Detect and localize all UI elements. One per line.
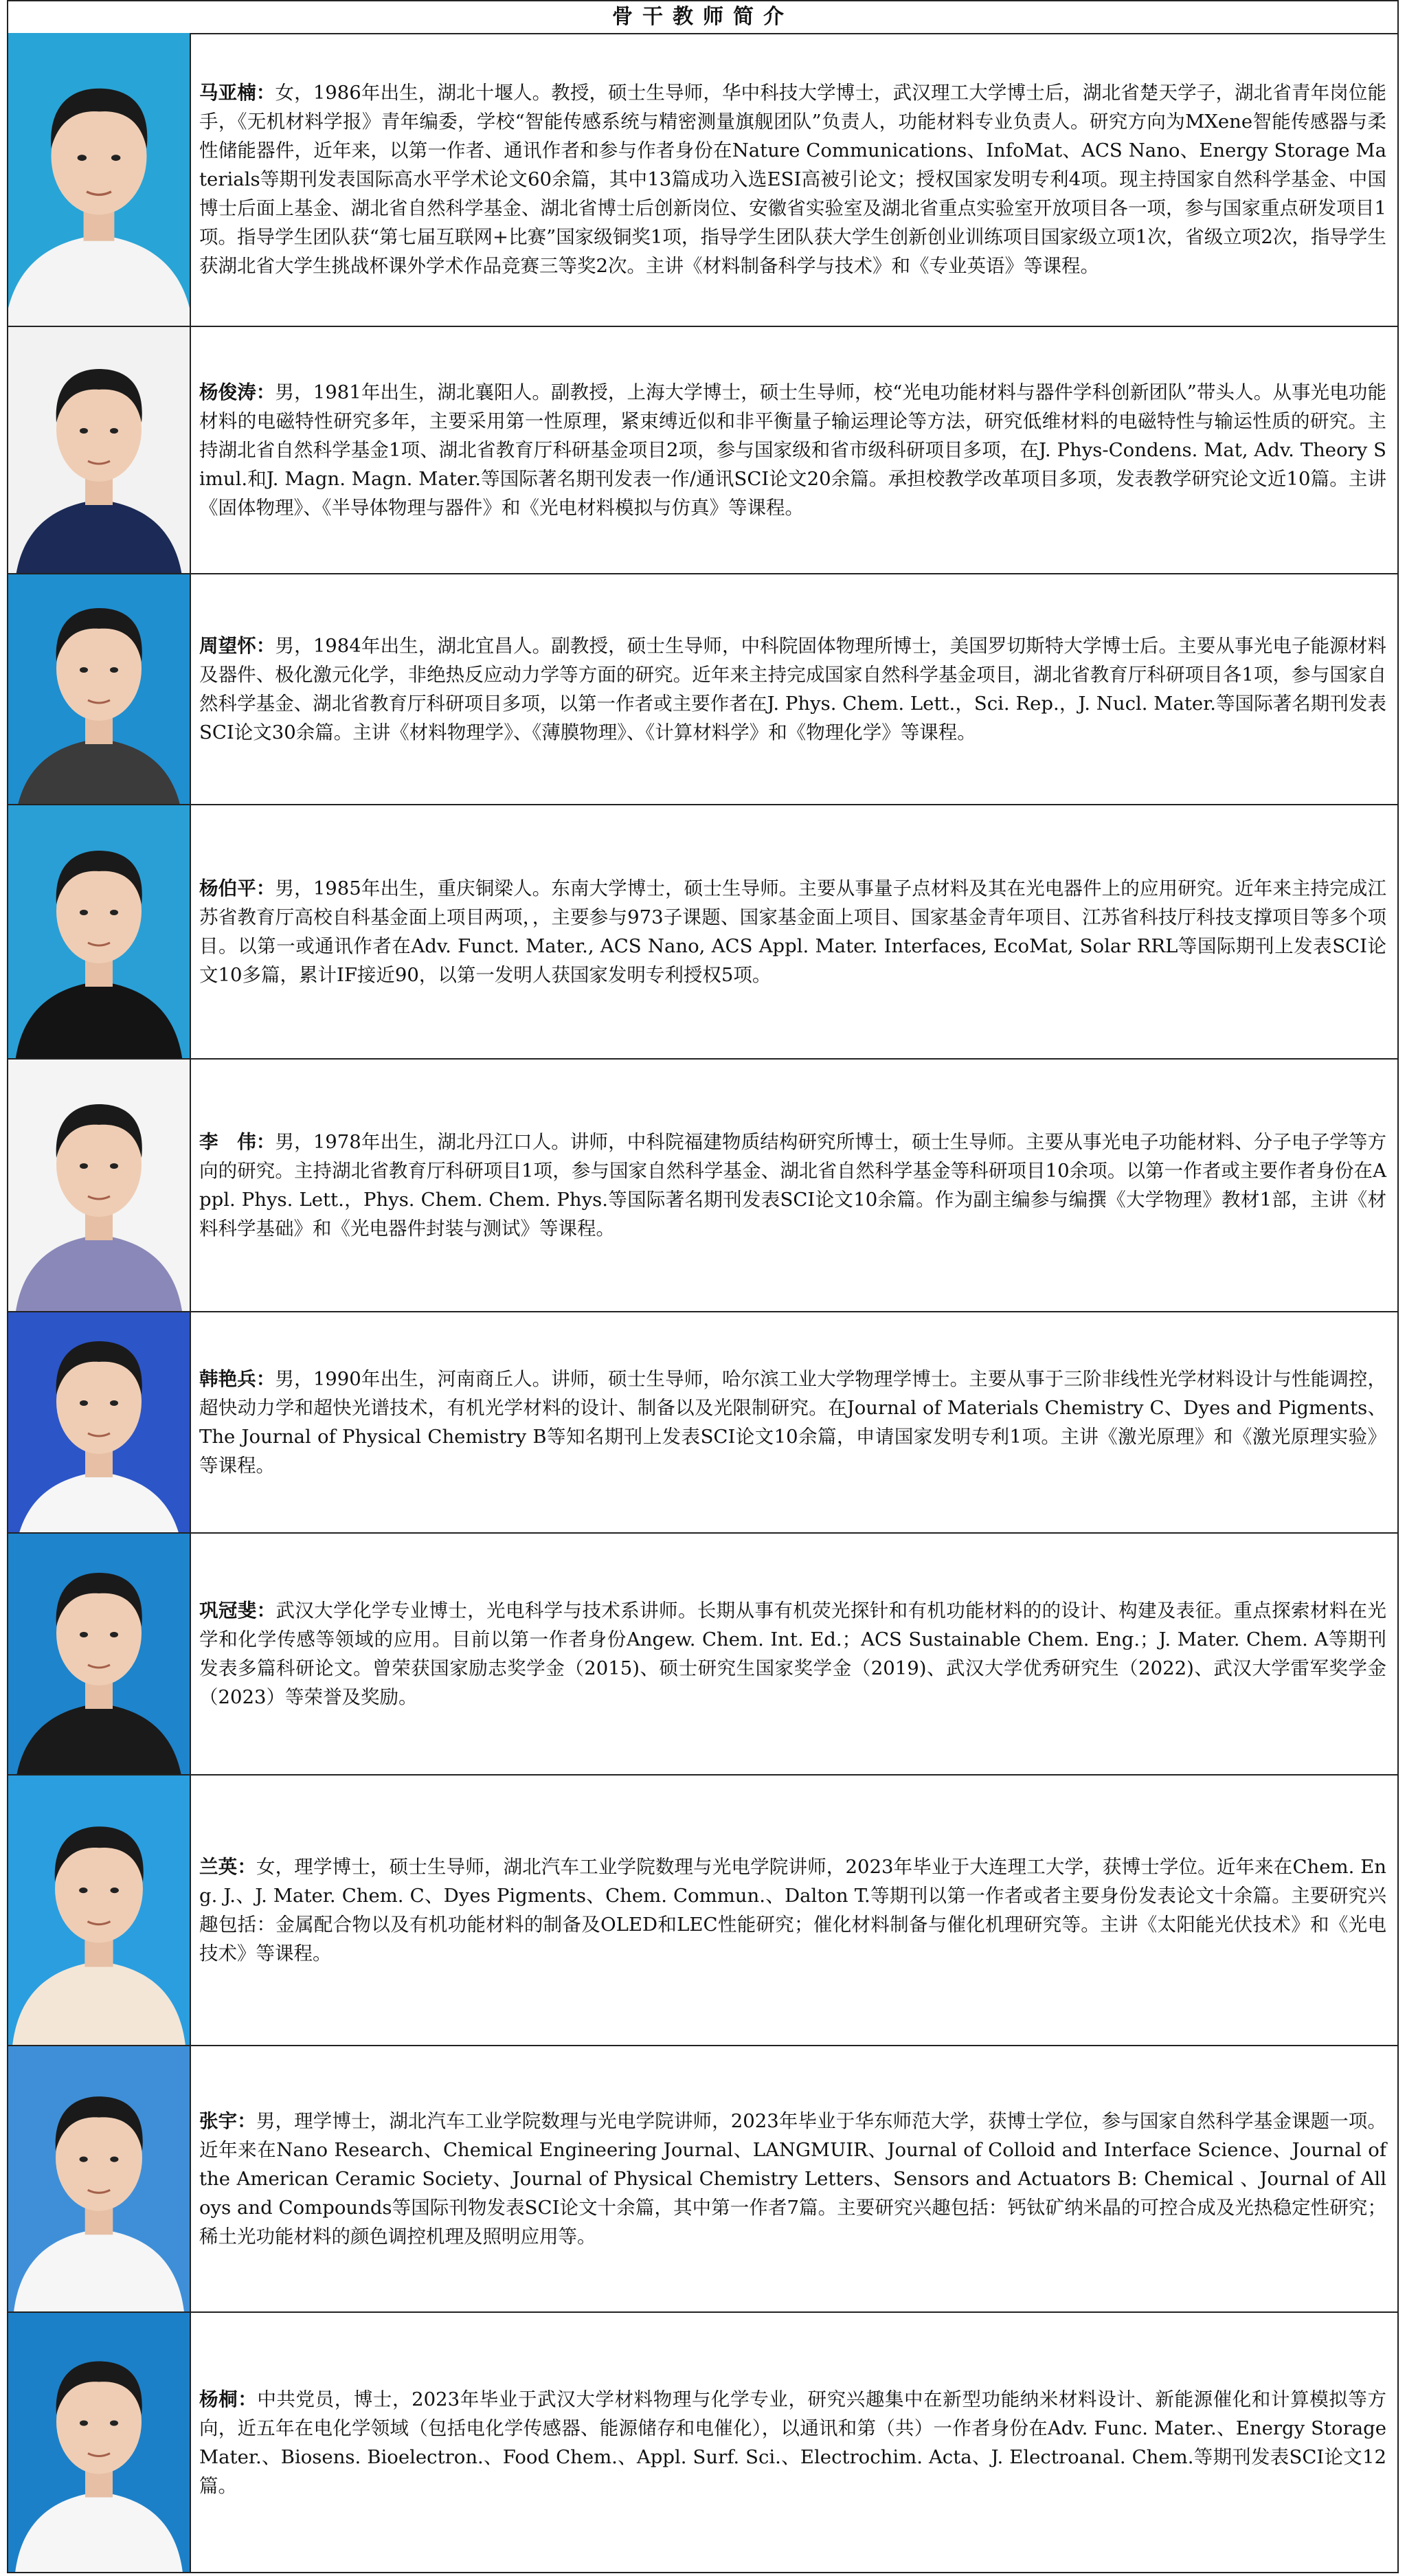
teacher-row <box>8 33 1397 327</box>
teacher-bio: 男，1978年出生，湖北丹江口人。讲师，中科院福建物质结构研究所博士，硕士生导师。主要从事光电子功能材料、分子电子学等方向的研究。主持湖北省教育厅科研项目1项，参与国家自然科学基金、湖北省自然科学基金等科研项目10余项。以第一作者或主要作者身份在Appl. Phys. Lett.，Phys. Chem. Chem. Phys.等国际著名期刊发表SCI论文10余篇。作为副主编参与编撰《大学物理》教材1部，主讲《材料科学基础》和《光电器件封装与测试》等课程。 <box>199 1131 1387 1240</box>
teacher-bio: 女，1986年出生，湖北十堰人。教授，硕士生导师，华中科技大学博士，武汉理工大学博士后，湖北省楚天学子，湖北省青年岗位能手，《无机材料学报》青年编委，学校“智能传感系统与精密测量旗舰团队”负责人，功能材料专业负责人。研究方向为MXene智能传感器与柔性储能器件，近年来，以第一作者、通讯作者和参与作者身份在Nature Communications、InfoMat、ACS Nano、Energy Storage Materials等期刊发表国际高水平学术论文60余篇，其中13篇成功入选ESI高被引论文；授权国家发明专利4项。现主持国家自然科学基金、中国博士后面上基金、湖北省自然科学基金、湖北省博士后创新岗位、安徽省实验室及湖北省重点实验室开放项目各一项，参与国家重点研发项目1项。指导学生团队获“第七届互联网+比赛”国家级铜奖1项，指导学生团队获大学生创新创业训练项目国家级立项1次，省级立项2次，指导学生获湖北省大学生挑战杯课外学术作品竞赛三等奖2次。主讲《材料制备科学与技术》和《专业英语》等课程。 <box>199 82 1387 277</box>
teacher-bio-text <box>199 874 1386 989</box>
teacher-name: 兰英： <box>199 1856 256 1878</box>
teacher-name: 韩艳兵： <box>199 1368 275 1390</box>
portrait-photo <box>8 1060 191 1311</box>
teacher-row <box>8 805 1397 1060</box>
portrait-photo <box>8 805 191 1058</box>
teacher-row <box>8 1060 1397 1312</box>
portrait-photo <box>8 574 191 804</box>
teacher-bio-text <box>199 2107 1386 2251</box>
teacher-name: 杨桐： <box>199 2388 258 2410</box>
teacher-bio: 男，理学博士，湖北汽车工业学院数理与光电学院讲师，2023年毕业于华东师范大学，获博士学位，参与国家自然科学基金课题一项。近年来在Nano Research、Chemical Engineering Journal、LANGMUIR、Journal of Colloid and Interface Science、Journal of the American Ceramic Society、Journal of Physical Chemistry Letters、Sensors and Actuators B: Chemical 、Journal of Alloys and Compounds等国际刊物发表SCI论文十余篇，其中第一作者7篇。主要研究兴趣包括：钙钛矿纳米晶的可控合成及光热稳定性研究；稀土光功能材料的颜色调控机理及照明应用等。 <box>199 2110 1387 2248</box>
teacher-row <box>8 2046 1397 2313</box>
teacher-row <box>8 1534 1397 1776</box>
portrait-photo <box>8 2046 191 2311</box>
teacher-bio: 中共党员，博士，2023年毕业于武汉大学材料物理与化学专业，研究兴趣集中在新型功能纳米材料设计、新能源催化和计算模拟等方向，近五年在电化学领域（包括电化学传感器、能源储存和电催化），以通讯和第（共）一作者身份在Adv. Func. Mater.、Energy Storage Mater.、Biosens. Bioelectron.、Food Chem.、Appl. Surf. Sci.、Electrochim. Acta、J. Electroanal. Chem.等期刊发表SCI论文12篇。 <box>199 2388 1387 2497</box>
page-title: 骨干教师简介 <box>8 1 1397 34</box>
teacher-name: 张宇： <box>199 2110 256 2132</box>
teacher-bio-text <box>199 1596 1386 1712</box>
teacher-bio: 男，1990年出生，河南商丘人。讲师，硕士生导师，哈尔滨工业大学物理学博士。主要从事于三阶非线性光学材料设计与性能调控，超快动力学和超快光谱技术，有机光学材料的设计、制备以及光限制研究。在Journal of Materials Chemistry C、Dyes and Pigments、The Journal of Physical Chemistry B等知名期刊上发表SCI论文10余篇，申请国家发明专利1项。主讲《激光原理》和《激光原理实验》等课程。 <box>199 1368 1387 1477</box>
teacher-bio-text <box>199 378 1386 522</box>
teacher-name: 李 伟： <box>199 1131 275 1153</box>
profile-table <box>7 0 1399 2573</box>
teacher-bio-text <box>199 1852 1386 1968</box>
portrait-photo <box>8 327 191 573</box>
teacher-name: 杨伯平： <box>199 877 275 899</box>
portrait-photo <box>8 33 191 326</box>
teacher-bio-text <box>199 631 1386 747</box>
teacher-bio: 武汉大学化学专业博士，光电科学与技术系讲师。长期从事有机荧光探针和有机功能材料的的设计、构建及表征。重点探索材料在光学和化学传感等领域的应用。目前以第一作者身份Angew. Chem. Int. Ed.；ACS Sustainable Chem. Eng.；J. Mater. Chem. A等期刊发表多篇科研论文。曾荣获国家励志奖学金（2015)、硕士研究生国家奖学金（2019)、武汉大学优秀研究生（2022)、武汉大学雷军奖学金（2023）等荣誉及奖励。 <box>199 1600 1387 1708</box>
portrait-photo <box>8 2313 191 2572</box>
teacher-name: 周望怀： <box>199 635 275 657</box>
teacher-row <box>8 574 1397 805</box>
teacher-bio-text <box>199 78 1386 280</box>
teacher-name: 巩冠斐： <box>199 1600 276 1622</box>
teacher-name: 马亚楠： <box>199 82 275 104</box>
portrait-photo <box>8 1312 191 1532</box>
teacher-bio: 女，理学博士，硕士生导师，湖北汽车工业学院数理与光电学院讲师，2023年毕业于大连理工大学，获博士学位。近年来在Chem. Eng. J.、J. Mater. Chem. C、Dyes Pigments、Chem. Commun.、Dalton T.等期刊以第一作者或者主要身份发表论文十余篇。主要研究兴趣包括：金属配合物以及有机功能材料的制备及OLED和LEC性能研究；催化材料制备与催化机理研究等。主讲《太阳能光伏技术》和《光电技术》等课程。 <box>199 1856 1386 1964</box>
portrait-photo <box>8 1534 191 1774</box>
teacher-bio: 男，1984年出生，湖北宜昌人。副教授，硕士生导师，中科院固体物理所博士，美国罗切斯特大学博士后。主要从事光电子能源材料及器件、极化激元化学，非绝热反应动力学等方面的研究。近年来主持完成国家自然科学基金项目，湖北省教育厅科研项目各1项，参与国家自然科学基金、湖北省教育厅科研项目多项，以第一作者或主要作者在J. Phys. Chem. Lett.，Sci. Rep.，J. Nucl. Mater.等国际著名期刊发表SCI论文30余篇。主讲《材料物理学》、《薄膜物理》、《计算材料学》和《物理化学》等课程。 <box>199 635 1387 743</box>
teacher-bio: 男，1981年出生，湖北襄阳人。副教授，上海大学博士，硕士生导师，校“光电功能材料与器件学科创新团队”带头人。从事光电功能材料的电磁特性研究多年，主要采用第一性原理，紧束缚近似和非平衡量子输运理论等方法，研究低维材料的电磁特性与输运性质的研究。主持湖北省自然科学基金1项、湖北省教育厅科研基金项目2项，参与国家级和省市级科研项目多项，在J. Phys-Condens. Mat, Adv. Theory Simul.和J. Magn. Magn. Mater.等国际著名期刊发表一作/通讯SCI论文20余篇。承担校教学改革项目多项，发表教学研究论文近10篇。主讲《固体物理》、《半导体物理与器件》和《光电材料模拟与仿真》等课程。 <box>199 381 1386 519</box>
teacher-bio: 男，1985年出生，重庆铜梁人。东南大学博士，硕士生导师。主要从事量子点材料及其在光电器件上的应用研究。近年来主持完成江苏省教育厅高校自科基金面上项目两项，，主要参与973子课题、国家基金面上项目、国家基金青年项目、江苏省科技厅科技支撑项目等多个项目。以第一或通讯作者在Adv. Funct. Mater., ACS Nano, ACS Appl. Mater. Interfaces, EcoMat, Solar RRL等国际期刊上发表SCI论文10多篇，累计IF接近90，以第一发明人获国家发明专利授权5项。 <box>199 877 1387 986</box>
teacher-bio-text <box>199 2385 1386 2500</box>
teacher-row <box>8 1312 1397 1534</box>
teacher-row <box>8 327 1397 574</box>
teacher-name: 杨俊涛： <box>199 381 275 403</box>
teacher-bio-text <box>199 1365 1386 1480</box>
teacher-bio-text <box>199 1128 1386 1243</box>
teacher-row <box>8 2313 1397 2572</box>
portrait-photo <box>8 1776 191 2045</box>
teacher-row <box>8 1776 1397 2046</box>
